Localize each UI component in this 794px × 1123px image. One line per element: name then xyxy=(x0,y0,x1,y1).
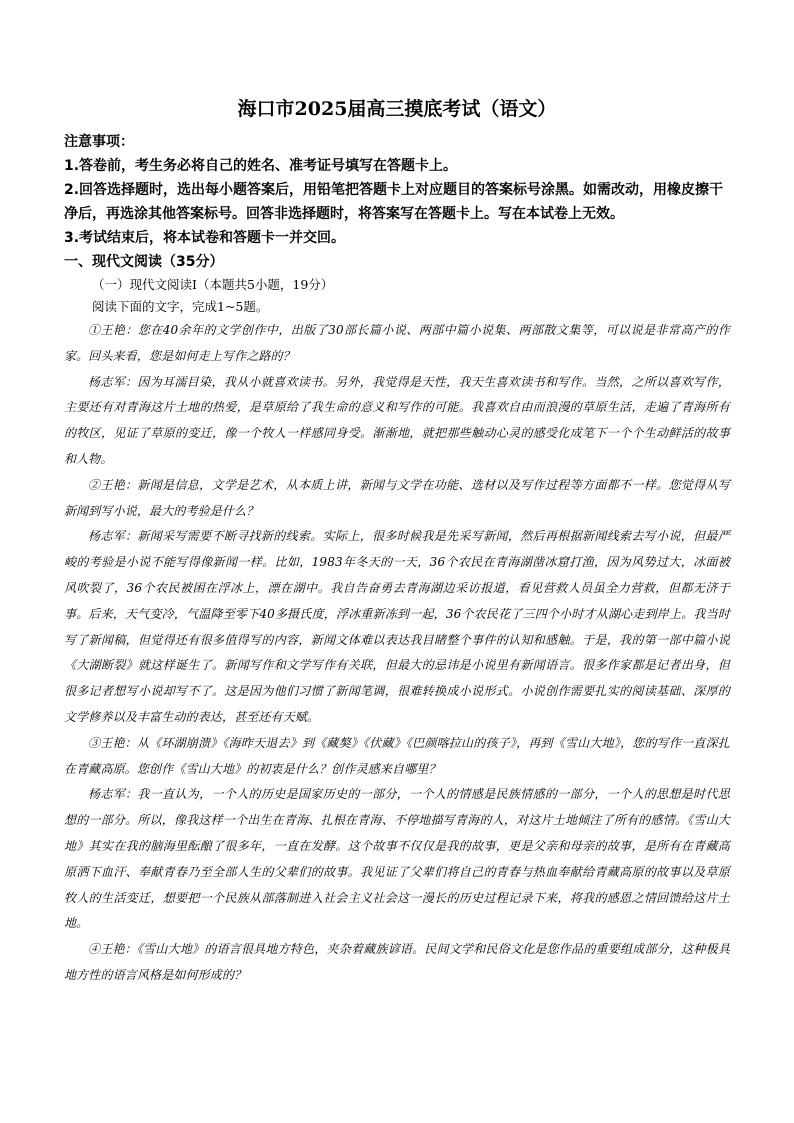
notice-heading: 注意事项： xyxy=(64,134,134,150)
question-paragraph: ③王艳：从《环湖崩溃》《海昨天退去》到《藏獒》《伏藏》《巴颜喀拉山的孩子》，再到《雪山大地》，您的写作一直深扎在青藏高原。您创作《雪山大地》的初衷是什么？创作灵感来自哪里？ xyxy=(64,735,730,776)
answer-paragraph: 杨志军：我一直认为，一个人的历史是国家历史的一部分，一个人的情感是民族情感的一部分，一个人的思想是时代思想的一部分。所以，像我这样一个出生在青海、扎根在青海、不停地描写青海的人，对这片土地倾注了所有的感情。《雪山大地》其实在我的脑海里酝酿了很多年，一直在发酵。这个故事不仅仅是我的故事，更是父亲和母亲的故事，是所有在青藏高原洒下血汗、奉献青春乃至全部人生的父辈们的故事。我见证了父辈们将自己的青春与热血奉献给青藏高原的故事以及草原牧人的生活变迁，想要把一个民族从部落制进入社会主义社会这一漫长的历史过程记录下来，将我的感恩之情回馈给这片土地。 xyxy=(64,787,730,931)
subsection-heading: （一）现代文阅读Ⅰ（本题共5小题，19分） xyxy=(92,277,334,292)
notice-block xyxy=(64,130,730,250)
exam-title: 海口市2025届高三摸底考试（语文） xyxy=(237,98,557,120)
answer-paragraph: 杨志军：新闻采写需要不断寻找新的线索。实际上，很多时候我是先采写新闻，然后再根据新闻线索去写小说，但最严峻的考验是小说不能写得像新闻一样。比如，1983年冬天的一天，36个农民在青海湖凿冰窟打渔，因为风势过大，冰面被风吹裂了，36个农民被困在浮冰上，漂在湖中。我自告奋勇去青海湖边采访报道，看见营救人员虽全力营救，但都无济于事。后来，天气变冷，气温降至零下40多摄氏度，浮冰重新冻到一起，36个农民花了三四个小时才从湖心走到岸上。我当时写了新闻稿，但觉得还有很多值得写的内容，新闻文体难以表达我目睹整个事件的认知和感触。于是，我的第一部中篇小说《大湖断裂》就这样诞生了。新闻写作和文学写作有关联，但最大的忌讳是小说里有新闻语言。很多作家都是记者出身，但很多记者想写小说却写不了。这是因为他们习惯了新闻笔调，很难转换成小说形式。小说创作需要扎实的阅读基础、深厚的文学修养以及丰富生动的表达，甚至还有天赋。 xyxy=(64,529,730,724)
notice-item: 3.考试结束后，将本试卷和答题卡一并交回。 xyxy=(64,230,346,246)
section-heading: 一、现代文阅读（35分） xyxy=(64,254,224,270)
interview-text xyxy=(64,318,730,989)
notice-item: 2.回答选择题时，选出每小题答案后，用铅笔把答题卡上对应题目的答案标号涂黑。如需改动，用橡皮擦干净后，再选涂其他答案标号。回答非选择题时，将答案写在答题卡上。写在本试卷上无效。 xyxy=(64,182,724,222)
question-paragraph: ①王艳：您在40余年的文学创作中，出版了30部长篇小说、两部中篇小说集、两部散文集等，可以说是非常高产的作家。回头来看，您是如何走上写作之路的？ xyxy=(64,323,730,363)
question-paragraph: ④王艳：《雪山大地》的语言很具地方特色，夹杂着藏族谚语。民间文学和民俗文化是您作品的重要组成部分，这种极具地方性的语言风格是如何形成的？ xyxy=(64,942,730,982)
reading-instruction: 阅读下面的文字，完成1~5题。 xyxy=(92,299,269,314)
answer-paragraph: 杨志军：因为耳濡目染，我从小就喜欢读书。另外，我觉得是天性，我天生喜欢读书和写作。当然，之所以喜欢写作，主要还有对青海这片土地的热爱，是草原给了我生命的意义和写作的可能。我喜欢自由而浪漫的草原生活，走遍了青海所有的牧区，见证了草原的变迁，像一个牧人一样感同身受。渐渐地，就把那些触动心灵的感受化成笔下一个个生动鲜活的故事和人物。 xyxy=(64,374,730,466)
question-paragraph: ②王艳：新闻是信息，文学是艺术，从本质上讲，新闻与文学在功能、选材以及写作过程等方面都不一样。您觉得从写新闻到写小说，最大的考验是什么？ xyxy=(64,477,730,518)
notice-item: 1.答卷前，考生务必将自己的姓名、准考证号填写在答题卡上。 xyxy=(64,158,458,174)
